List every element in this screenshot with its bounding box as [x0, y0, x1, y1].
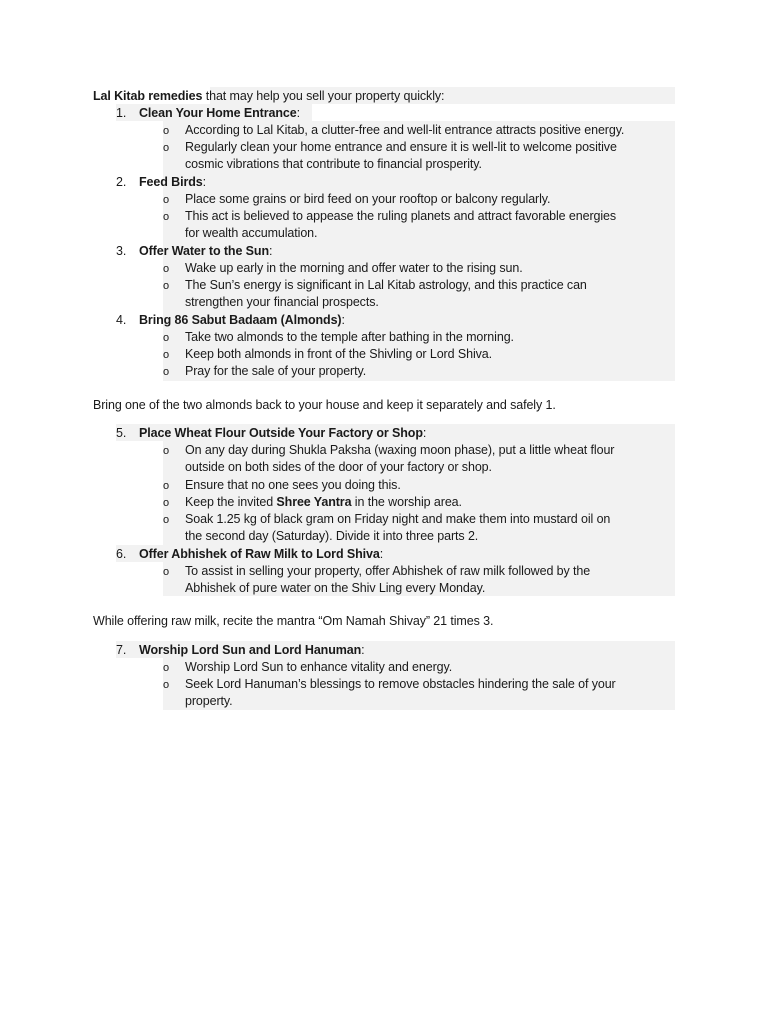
item-number: 5. — [116, 426, 127, 440]
list-item: Seek Lord Hanuman’s blessings to remove obstacles hindering the sale of your property. — [185, 677, 616, 709]
bullet-icon: o — [163, 280, 170, 292]
bullet-icon: o — [163, 445, 170, 457]
list-item: On any day during Shukla Paksha (waxing moon phase), put a little wheat flour outside on both sides of the door of your factory or shop. — [185, 443, 615, 475]
bullet-icon: o — [163, 142, 170, 154]
list-item: Ensure that no one sees you doing this. — [185, 478, 401, 492]
list-item: Wake up early in the morning and offer water to the rising sun. — [185, 261, 523, 275]
list-item: Take two almonds to the temple after bathing in the morning. — [185, 330, 514, 344]
list-item: Place some grains or bird feed on your rooftop or balcony regularly. — [185, 192, 551, 206]
bullet-icon: o — [163, 480, 170, 492]
list-item: According to Lal Kitab, a clutter-free and well-lit entrance attracts positive energy. — [185, 123, 625, 137]
paragraph: Bring one of the two almonds back to your house and keep it separately and safely 1. — [93, 398, 556, 412]
bullet-icon: o — [163, 497, 170, 509]
bullet-icon: o — [163, 332, 170, 344]
item-title: Worship Lord Sun and Lord Hanuman: — [139, 643, 365, 657]
bullet-icon: o — [163, 194, 170, 206]
item-title: Offer Water to the Sun: — [139, 244, 273, 258]
list-item: To assist in selling your property, offer Abhishek of raw milk followed by the Abhishek of pure water on the Shiv Ling every Monday. — [185, 564, 591, 596]
item-title: Feed Birds: — [139, 175, 206, 189]
bullet-icon: o — [163, 125, 170, 137]
item-title: Clean Your Home Entrance: — [139, 106, 300, 120]
list-item: Keep the invited Shree Yantra in the worship area. — [185, 495, 462, 509]
item-number: 6. — [116, 547, 127, 561]
list-item: Pray for the sale of your property. — [185, 364, 367, 378]
bullet-icon: o — [163, 211, 170, 223]
bullet-icon: o — [163, 514, 170, 526]
list-item: The Sun’s energy is significant in Lal Kitab astrology, and this practice can strengthen your financial prospects. — [185, 278, 587, 310]
bullet-icon: o — [163, 566, 170, 578]
bullet-icon: o — [163, 679, 170, 691]
intro-line — [93, 88, 444, 105]
bullet-icon: o — [163, 366, 170, 378]
bullet-icon: o — [163, 349, 170, 361]
intro-bold: Lal Kitab remedies — [93, 89, 203, 103]
list-item: Keep both almonds in front of the Shivling or Lord Shiva. — [185, 347, 492, 361]
bullet-icon: o — [163, 263, 170, 275]
list-item: Worship Lord Sun to enhance vitality and energy. — [185, 660, 453, 674]
item-title: Place Wheat Flour Outside Your Factory or Shop: — [139, 426, 427, 440]
item-title: Bring 86 Sabut Badaam (Almonds): — [139, 313, 345, 327]
item-number: 3. — [116, 244, 127, 258]
bullet-icon: o — [163, 662, 170, 674]
list-item: Soak 1.25 kg of black gram on Friday night and make them into mustard oil on the second day (Saturday). Divide it into three parts 2. — [185, 512, 611, 544]
item-number: 4. — [116, 313, 127, 327]
item-number: 7. — [116, 643, 127, 657]
list-item: This act is believed to appease the ruling planets and attract favorable energies for wealth accumulation. — [185, 209, 617, 241]
paragraph: While offering raw milk, recite the mantra “Om Namah Shivay” 21 times 3. — [93, 614, 494, 628]
list-item: Regularly clean your home entrance and ensure it is well-lit to welcome positive cosmic vibrations that contribute to financial prosperity. — [185, 140, 617, 172]
item-number: 2. — [116, 175, 127, 189]
item-title: Offer Abhishek of Raw Milk to Lord Shiva: — [139, 547, 384, 561]
intro-rest: that may help you sell your property quickly: — [202, 89, 445, 103]
item-number: 1. — [116, 106, 127, 120]
